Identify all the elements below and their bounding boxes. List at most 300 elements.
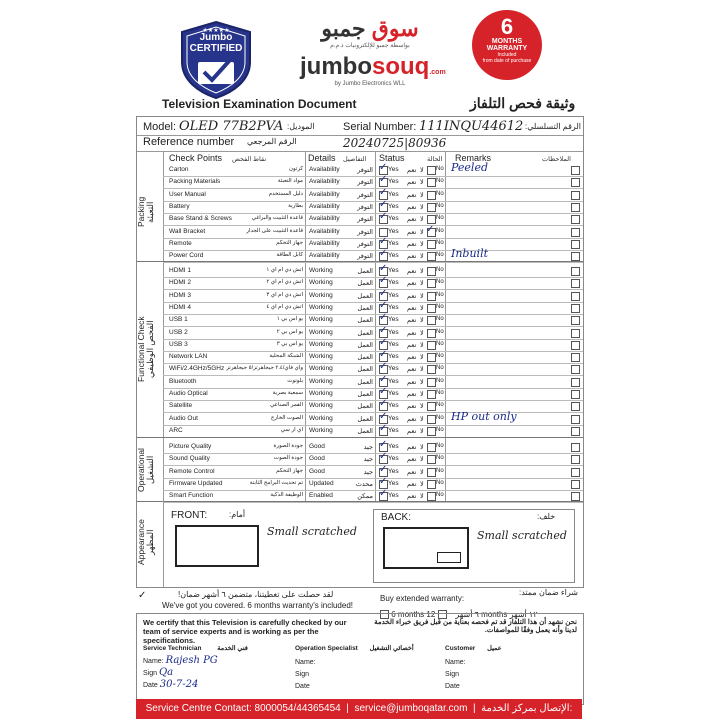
tech-date-label: Date xyxy=(143,682,158,689)
detail-label-arabic: العمل xyxy=(357,304,373,312)
status-no-checkbox[interactable] xyxy=(427,252,436,261)
footer-contact-arabic: الإتصال بمركز الخدمة: xyxy=(481,703,573,714)
status-no-checkbox[interactable] xyxy=(427,468,436,477)
yes-label: Yes xyxy=(388,426,399,434)
brand-english xyxy=(300,53,446,81)
yes-label-arabic: نعم xyxy=(407,191,417,199)
detail-label: Availability xyxy=(309,166,340,173)
checkpoint-label-arabic: اتش دي ام اي ١ xyxy=(266,267,303,273)
technician-block xyxy=(143,644,283,700)
status-no-checkbox[interactable] xyxy=(427,402,436,411)
status-no-checkbox[interactable] xyxy=(427,365,436,374)
remarks-checkbox[interactable] xyxy=(571,166,580,175)
detail-label-arabic: العمل xyxy=(357,329,373,337)
operation-block xyxy=(295,644,435,700)
section-operational-en: Operational xyxy=(136,448,146,492)
covered-arabic: لقد حصلت على تغطيتنا، متضمن ٦ أشهر ضمان! xyxy=(178,590,334,599)
checkpoint-label: USB 2 xyxy=(169,328,188,336)
remark-text[interactable]: HP out only xyxy=(451,409,517,423)
no-label: No xyxy=(436,455,444,462)
reference-label: Reference number xyxy=(143,136,235,148)
status-no-checkbox[interactable] xyxy=(427,353,436,362)
checkpoint-row xyxy=(137,176,583,188)
no-label: No xyxy=(436,414,444,421)
back-note[interactable]: Small scratched xyxy=(477,529,567,542)
checkpoint-row xyxy=(137,422,583,437)
checkpoint-label: Firmware Updated xyxy=(169,479,223,487)
remarks-checkbox[interactable] xyxy=(571,329,580,338)
tech-name-label: Name: xyxy=(143,658,164,665)
operation-title xyxy=(295,644,435,652)
warranty-number: 6 xyxy=(500,14,514,39)
remarks-checkbox[interactable] xyxy=(571,203,580,212)
no-label-arabic: لا xyxy=(420,468,424,476)
no-label: No xyxy=(436,443,444,449)
checkpoint-row xyxy=(137,373,583,388)
no-label-arabic: لا xyxy=(420,403,424,411)
brand-logo xyxy=(300,16,446,87)
yes-label-arabic: نعم xyxy=(407,216,417,224)
col-checkpoints: Check Points xyxy=(169,153,223,163)
remark-text[interactable]: Inbuilt xyxy=(451,247,489,261)
yes-label: Yes xyxy=(388,252,399,260)
yes-label-arabic: نعم xyxy=(407,179,417,187)
remarks-checkbox[interactable] xyxy=(571,178,580,187)
warranty-line2: WARRANTY xyxy=(486,45,528,52)
checkpoint-row xyxy=(137,213,583,225)
no-label-arabic: لا xyxy=(420,444,424,451)
detail-label-arabic: العمل xyxy=(357,391,373,398)
grid-line xyxy=(163,501,164,587)
remarks-checkbox[interactable] xyxy=(571,304,580,313)
checkpoint-label: Audio Optical xyxy=(169,390,208,397)
no-label-arabic: لا xyxy=(420,329,424,337)
remarks-checkbox[interactable] xyxy=(571,443,580,452)
model-value[interactable]: OLED 77B2PVA xyxy=(179,119,284,134)
no-label-arabic: لا xyxy=(420,493,424,501)
status-no-checkbox[interactable] xyxy=(427,480,436,489)
tech-sign-label: Sign xyxy=(143,670,158,677)
cust-date-label: Date xyxy=(445,683,460,690)
checkpoint-label: Network LAN xyxy=(169,353,208,361)
no-label: No xyxy=(436,279,444,286)
remarks-checkbox[interactable] xyxy=(571,316,580,325)
detail-label: Availability xyxy=(309,178,340,186)
remarks-checkbox[interactable] xyxy=(571,279,580,288)
no-label: No xyxy=(436,390,444,396)
status-no-checkbox[interactable] xyxy=(427,390,436,399)
checkpoint-row xyxy=(137,161,583,176)
status-no-checkbox[interactable] xyxy=(427,279,436,288)
detail-label-arabic: التوفر xyxy=(357,216,373,224)
yes-label: Yes xyxy=(388,402,399,410)
status-tick-icon: ✓ xyxy=(379,386,388,397)
section-packing-en: Packing xyxy=(136,196,146,228)
checkpoint-label: ARC xyxy=(169,426,183,434)
no-label: No xyxy=(436,303,444,310)
yes-label: Yes xyxy=(388,303,399,311)
no-label: No xyxy=(436,178,444,185)
yes-label: Yes xyxy=(388,190,399,198)
no-label-arabic: لا xyxy=(420,378,424,386)
status-no-checkbox[interactable] xyxy=(427,492,436,501)
no-label: No xyxy=(436,328,444,335)
remarks-checkbox[interactable] xyxy=(571,480,580,489)
front-note[interactable]: Small scratched xyxy=(267,525,357,538)
status-no-checkbox[interactable] xyxy=(427,203,436,212)
status-no-checkbox[interactable] xyxy=(427,191,436,200)
detail-label-arabic: العمل xyxy=(357,317,373,325)
yes-label-arabic: نعم xyxy=(407,391,417,398)
yes-label-arabic: نعم xyxy=(407,203,417,211)
status-tick-icon: ✓ xyxy=(379,186,388,198)
front-label: FRONT: xyxy=(171,510,208,521)
remark-text[interactable]: Peeled xyxy=(451,161,488,174)
status-tick-icon: ✓ xyxy=(379,349,388,361)
covered-block xyxy=(138,590,370,610)
yes-label-arabic: نعم xyxy=(407,378,417,386)
status-tick-icon: ✓ xyxy=(379,324,388,336)
status-no-checkbox[interactable] xyxy=(427,178,436,187)
tv-front-diagram xyxy=(175,525,259,567)
yes-label: Yes xyxy=(388,316,399,324)
status-no-checkbox[interactable] xyxy=(427,455,436,464)
remarks-checkbox[interactable] xyxy=(571,415,580,424)
status-tick-icon: ✓ xyxy=(379,162,388,173)
status-no-checkbox[interactable] xyxy=(427,427,436,436)
yes-label-arabic: نعم xyxy=(407,493,417,501)
serial-label-arabic: الرقم التسلسلي: xyxy=(525,122,581,131)
checkpoint-row xyxy=(137,198,583,213)
brand-arabic-sub: بواسطة جمبو للإلكترونيات ذ.م.م xyxy=(330,43,410,49)
checkpoint-label-arabic: تم تحديث البرامج الثابتة xyxy=(249,479,303,486)
checkpoint-label-arabic: بلوتوث xyxy=(287,377,303,384)
section-packing-ar: التعبئة xyxy=(144,201,155,223)
brand-english-sub: by Jumbo Electronics WLL xyxy=(334,81,406,87)
checkpoint-label: Carton xyxy=(169,166,189,173)
status-tick-icon: ✓ xyxy=(379,451,388,463)
detail-label-arabic: جيد xyxy=(363,444,373,451)
no-label-arabic: لا xyxy=(420,317,424,325)
checkpoint-label: Smart Function xyxy=(169,492,214,500)
col-status: Status xyxy=(379,153,405,163)
section-operational-ar: التشغيل xyxy=(144,455,155,485)
detail-label: Working xyxy=(309,303,333,311)
detail-label-arabic: العمل xyxy=(357,427,373,435)
certify-english: We certify that this Television is carefully checked by our team of service experts and is working as per the specifications. xyxy=(143,618,347,645)
footer-email[interactable]: service@jumboqatar.com xyxy=(354,703,468,714)
status-tick-icon: ✓ xyxy=(379,248,388,260)
detail-label: Working xyxy=(309,291,333,299)
brand-english-1: jumbo xyxy=(300,53,372,80)
yes-label-arabic: نعم xyxy=(407,304,417,312)
no-label: No xyxy=(436,252,444,259)
remarks-checkbox[interactable] xyxy=(571,365,580,374)
status-no-checkbox[interactable] xyxy=(427,378,436,387)
warranty-line3: Included xyxy=(497,52,517,58)
checkpoint-label-arabic: اتش دي ام اي ٣ xyxy=(266,291,303,298)
checkpoint-row xyxy=(137,388,583,400)
checkpoint-row xyxy=(137,351,583,363)
detail-label: Enabled xyxy=(309,492,333,500)
remarks-checkbox[interactable] xyxy=(571,215,580,224)
detail-label: Working xyxy=(309,365,333,373)
detail-label-arabic: العمل xyxy=(357,366,373,374)
detail-label-arabic: التوفر xyxy=(357,203,373,211)
yes-label-arabic: نعم xyxy=(407,280,417,288)
checkpoint-label-arabic: الشبكة المحلية xyxy=(269,353,303,360)
no-label: No xyxy=(436,190,444,197)
status-no-checkbox[interactable] xyxy=(427,329,436,338)
yes-label-arabic: نعم xyxy=(407,354,417,362)
buy-extended-label: Buy extended warranty: xyxy=(380,594,465,603)
checkpoint-label-arabic: اي ار سي xyxy=(280,426,303,433)
technician-label-arabic: فني الخدمة xyxy=(217,645,248,652)
checkpoint-label-arabic: مواد التعبئة xyxy=(277,178,303,185)
col-checkpoints-arabic: نقاط الفحص xyxy=(232,156,267,163)
checkpoint-row xyxy=(137,336,583,351)
status-tick-icon: ✓ xyxy=(379,398,388,410)
status-tick-icon: ✓ xyxy=(379,422,388,434)
checkpoint-label-arabic: يو اس بي ١ xyxy=(276,316,303,323)
remarks-checkbox[interactable] xyxy=(571,292,580,301)
status-no-checkbox[interactable] xyxy=(427,240,436,249)
yes-label-arabic: نعم xyxy=(407,468,417,476)
checkpoint-label: User Manual xyxy=(169,190,206,198)
checkpoint-label-arabic: القمر الصناعي xyxy=(270,402,303,409)
row-divider xyxy=(163,502,583,503)
option-6-arabic: ٦ أشهر xyxy=(455,610,479,619)
status-tick-icon: ✓ xyxy=(379,287,388,299)
check-icon: ✓ xyxy=(138,590,147,601)
yes-label: Yes xyxy=(388,227,399,235)
remarks-checkbox[interactable] xyxy=(571,353,580,362)
option-12-label: 12 months xyxy=(426,610,508,619)
checkpoint-row xyxy=(137,299,583,314)
checkpoint-label: Bluetooth xyxy=(169,377,197,385)
status-tick-icon: ✓ xyxy=(379,410,388,422)
no-label: No xyxy=(436,340,444,347)
remarks-checkbox[interactable] xyxy=(571,252,580,261)
model-label-arabic: الموديل: xyxy=(287,122,315,131)
shield-sub: CERTIFIED xyxy=(189,43,243,54)
front-label-arabic: أمام: xyxy=(229,510,246,519)
no-label: No xyxy=(436,239,444,246)
detail-label: Working xyxy=(309,390,333,397)
remarks-checkbox[interactable] xyxy=(571,492,580,501)
remarks-checkbox[interactable] xyxy=(571,240,580,249)
row-divider xyxy=(163,262,583,263)
checkpoint-label-arabic: يو اس بي ٣ xyxy=(276,340,303,347)
detail-label-arabic: التوفر xyxy=(357,240,373,248)
remarks-checkbox[interactable] xyxy=(571,267,580,276)
tech-sign-value[interactable]: Qa xyxy=(158,667,174,678)
yes-label-arabic: نعم xyxy=(407,167,417,174)
col-remarks: Remarks xyxy=(455,153,492,163)
footer-bar: Service Centre Contact: 8000054/44365454 | service@jumboqatar.com | الإتصال بمركز الخدمة: xyxy=(136,699,582,719)
yes-label-arabic: نعم xyxy=(407,341,417,349)
checkpoint-label-arabic: اتش دي ام اي ٤ xyxy=(266,303,303,310)
detail-label: Updated xyxy=(309,479,334,487)
yes-label: Yes xyxy=(388,279,399,287)
checkpoint-row xyxy=(137,363,583,375)
yes-label: Yes xyxy=(388,455,399,463)
customer-title xyxy=(445,644,579,652)
tech-date-row xyxy=(143,679,283,690)
remarks-checkbox[interactable] xyxy=(571,191,580,200)
yes-label: Yes xyxy=(388,365,399,373)
no-label: No xyxy=(436,166,444,172)
status-no-checkbox[interactable] xyxy=(427,316,436,325)
checkpoint-label: WiFi/2.4GHz/5GHz xyxy=(169,365,225,373)
status-no-checkbox[interactable] xyxy=(427,267,436,276)
status-tick-icon: ✓ xyxy=(379,235,388,247)
no-label: No xyxy=(436,316,444,323)
yes-label-arabic: نعم xyxy=(407,268,417,275)
yes-label-arabic: نعم xyxy=(407,480,417,488)
yes-label: Yes xyxy=(388,267,399,274)
status-no-checkbox[interactable] xyxy=(427,292,436,301)
yes-label: Yes xyxy=(388,328,399,336)
remarks-checkbox[interactable] xyxy=(571,228,580,237)
remarks-checkbox[interactable] xyxy=(571,468,580,477)
reference-value[interactable]: 20240725|80936 xyxy=(343,136,447,150)
checkpoint-label-arabic: جودة الصورة xyxy=(273,443,303,449)
cust-sign-label: Sign xyxy=(445,671,460,678)
no-label: No xyxy=(436,365,444,372)
ops-sign-label: Sign xyxy=(295,671,310,678)
yes-label-arabic: نعم xyxy=(407,444,417,451)
detail-label: Working xyxy=(309,353,333,361)
back-label: BACK: xyxy=(381,512,412,523)
reference-label-arabic: الرقم المرجعي xyxy=(247,137,297,146)
checkpoint-row xyxy=(137,265,583,277)
yes-label-arabic: نعم xyxy=(407,456,417,464)
yes-label-arabic: نعم xyxy=(407,329,417,337)
detail-label: Availability xyxy=(309,202,340,210)
detail-label-arabic: العمل xyxy=(357,354,373,362)
detail-label: Working xyxy=(309,316,333,324)
no-label-arabic: لا xyxy=(420,280,424,288)
no-label-arabic: لا xyxy=(420,268,424,275)
warranty-line1: MONTHS xyxy=(491,38,523,45)
checkpoint-row xyxy=(137,453,583,465)
checkpoint-label-arabic: كابل الطاقة xyxy=(276,252,303,259)
checkpoint-label: HDMI 1 xyxy=(169,267,192,274)
col-details-arabic: التفاصيل xyxy=(343,156,367,163)
no-label-arabic: لا xyxy=(420,354,424,362)
checkpoint-row xyxy=(137,277,583,289)
detail-label: Working xyxy=(309,402,333,410)
status-no-checkbox[interactable] xyxy=(427,304,436,313)
certify-arabic: نحن نشهد أن هذا التلفاز قد تم فحصه بعناية من قبل فريق خبراء الخدمة لدينا وأنه يعمل وفقًا للمواصفات. xyxy=(374,619,577,634)
checkpoint-row xyxy=(137,186,583,201)
detail-label: Availability xyxy=(309,227,340,235)
no-label-arabic: لا xyxy=(420,216,424,224)
yes-label-arabic: نعم xyxy=(407,366,417,374)
checkpoint-label-arabic: جهاز التحكم xyxy=(276,467,303,474)
checkpoint-label-arabic: دليل المستخدم xyxy=(268,190,303,197)
checkpoint-label-arabic: يو اس بي ٢ xyxy=(276,328,303,335)
status-no-checkbox[interactable] xyxy=(427,415,436,424)
no-label-arabic: لا xyxy=(420,191,424,199)
serial-value[interactable]: 111INQU44612 xyxy=(419,119,524,134)
checkpoint-label-arabic: قاعدة التثبيت على الجدار xyxy=(246,227,303,234)
detail-label: Working xyxy=(309,414,333,422)
brand-arabic-1: سوق xyxy=(371,16,419,41)
no-label: No xyxy=(436,291,444,298)
detail-label-arabic: العمل xyxy=(357,341,373,349)
yes-label: Yes xyxy=(388,467,399,475)
checkpoint-row xyxy=(137,475,583,490)
yes-label: Yes xyxy=(388,377,399,385)
ops-name-label: Name: xyxy=(295,659,316,666)
yes-label-arabic: نعم xyxy=(407,427,417,435)
brand-arabic xyxy=(300,16,440,42)
remarks-checkbox[interactable] xyxy=(571,402,580,411)
customer-label-arabic: عميل xyxy=(487,645,502,652)
detail-label-arabic: محدث xyxy=(355,480,373,488)
yes-label: Yes xyxy=(388,353,399,361)
tech-name-value[interactable]: Rajesh PG xyxy=(165,655,218,666)
status-no-checkbox[interactable] xyxy=(427,341,436,350)
detail-label: Working xyxy=(309,377,333,385)
detail-label: Working xyxy=(309,267,333,274)
checkpoint-label-arabic: سمعية بصرية xyxy=(272,390,303,396)
remarks-checkbox[interactable] xyxy=(571,390,580,399)
remarks-checkbox[interactable] xyxy=(571,427,580,436)
no-label-arabic: لا xyxy=(420,167,424,174)
detail-label-arabic: ممكن xyxy=(357,493,373,501)
status-tick-icon: ✓ xyxy=(379,373,388,385)
status-tick-icon: ✓ xyxy=(426,223,435,235)
detail-label-arabic: العمل xyxy=(357,280,373,288)
status-no-checkbox[interactable] xyxy=(427,166,436,175)
footer-contact: Service Centre Contact: 8000054/44365454 xyxy=(145,703,341,714)
tech-date-value[interactable]: 30-7-24 xyxy=(159,679,199,690)
detail-label: Availability xyxy=(309,239,340,247)
detail-label-arabic: جيد xyxy=(363,468,373,476)
detail-label: Availability xyxy=(309,190,340,198)
no-label-arabic: لا xyxy=(420,341,424,349)
yes-label-arabic: نعم xyxy=(407,403,417,411)
document-title: Television Examination Document xyxy=(162,97,357,111)
detail-label-arabic: التوفر xyxy=(357,228,373,236)
no-label: No xyxy=(436,227,444,234)
yes-label: Yes xyxy=(388,291,399,299)
tech-name-row xyxy=(143,655,283,666)
detail-label-arabic: العمل xyxy=(357,378,373,386)
remarks-checkbox[interactable] xyxy=(571,341,580,350)
certification-block xyxy=(136,613,584,705)
detail-label-arabic: التوفر xyxy=(357,191,373,199)
remarks-checkbox[interactable] xyxy=(571,378,580,387)
checkpoint-label: Picture Quality xyxy=(169,443,212,450)
checkpoint-label: Battery xyxy=(169,202,190,210)
no-label-arabic: لا xyxy=(420,415,424,423)
detail-label: Good xyxy=(309,467,325,475)
detail-label-arabic: العمل xyxy=(357,403,373,411)
yes-label-arabic: نعم xyxy=(407,253,417,261)
checkpoint-label: HDMI 4 xyxy=(169,303,192,311)
model-label: Model: xyxy=(143,121,177,133)
status-no-checkbox[interactable] xyxy=(427,443,436,452)
no-label-arabic: لا xyxy=(420,292,424,300)
checkpoint-label: HDMI 3 xyxy=(169,291,192,299)
status-tick-icon: ✓ xyxy=(379,275,388,287)
detail-label-arabic: التوفر xyxy=(357,253,373,261)
remarks-checkbox[interactable] xyxy=(571,455,580,464)
